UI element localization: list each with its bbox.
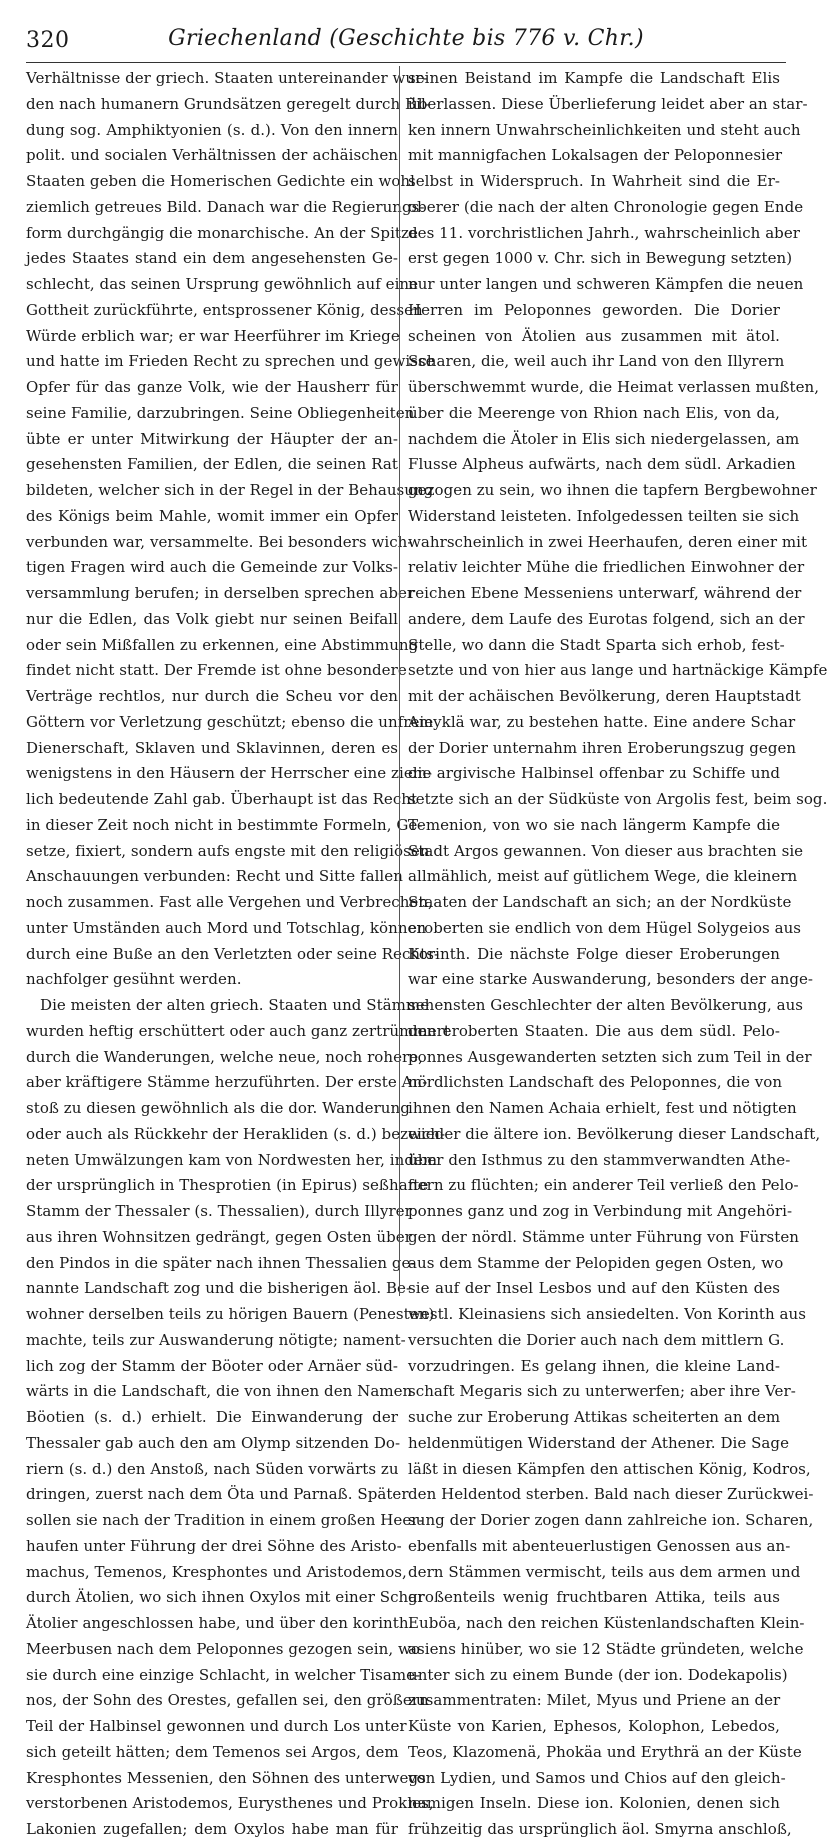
text-line: übte er unter Mitwirkung der Häupter der an- — [26, 429, 398, 448]
text-line: sung der Dorier zogen dann zahlreiche ion. Scharen, — [408, 1511, 814, 1529]
text-line: ihnen den Namen Achaia erhielt, fest und nötigten — [408, 1099, 797, 1117]
text-line: oder auch als Rückkehr der Herakliden (s. d.) bezeich- — [26, 1124, 446, 1143]
left-column — [26, 66, 450, 1843]
text-line: lich bedeutende Zahl gab. Überhaupt ist das Recht — [26, 790, 418, 808]
text-line: des 11. vorchristlichen Jahrh., wahrscheinlich aber — [408, 223, 800, 242]
text-line: wenigstens in den Häusern der Herrscher eine ziem- — [26, 764, 433, 783]
text-line: unter Umständen auch Mord und Totschlag, können — [26, 918, 427, 937]
text-line: über den Isthmus zu den stammverwandten Athe- — [408, 1150, 791, 1169]
text-line: gezogen zu sein, wo ihnen die tapfern Bergbewohner — [408, 481, 817, 499]
text-line: zusammentraten: Milet, Myus und Priene an der — [408, 1691, 781, 1710]
text-line: nern zu flüchten; ein anderer Teil verließ den Pelo- — [408, 1176, 799, 1195]
text-line: Opfer für das ganze Volk, wie der Hausherr für — [26, 378, 398, 396]
text-line: ebenfalls mit abenteuerlustigen Genossen aus an- — [408, 1536, 791, 1555]
text-line: der ursprünglich in Thesprotien (in Epirus) seßhafte — [26, 1176, 429, 1195]
text-line: sehensten Geschlechter der alten Bevölkerung, aus — [408, 996, 804, 1014]
text-line: machte, teils zur Auswanderung nötigte; nament- — [26, 1330, 406, 1349]
text-line: selbst in Widerspruch. In Wahrheit sind die Er- — [408, 172, 780, 190]
text-line: war eine starke Auswanderung, besonders der ange- — [408, 970, 814, 989]
text-line: Herren im Peloponnes geworden. Die Dorier — [408, 300, 780, 319]
text-line: nur unter langen und schweren Kämpfen die neuen — [408, 275, 804, 293]
text-line: wohner derselben teils zu hörigen Bauern (Penesten) — [26, 1305, 435, 1323]
text-line: seinen Beistand im Kampfe die Landschaft Elis — [408, 69, 780, 87]
text-line: Widerstand leisteten. Infolgedessen teilten sie sich — [408, 506, 800, 525]
text-line: haufen unter Führung der drei Söhne des Aristo- — [26, 1536, 402, 1555]
text-line: Flusse Alpheus aufwärts, nach dem südl. Arkadien — [408, 455, 796, 474]
text-line: machus, Temenos, Kresphontes und Aristodemos, — [26, 1562, 407, 1581]
text-line: Stamm der Thessaler (s. Thessalien), durch Illyrer — [26, 1202, 412, 1220]
text-line: nos, der Sohn des Orestes, gefallen sei, den größern — [26, 1691, 429, 1710]
text-line: Staaten geben die Homerischen Gedichte ein wohl — [26, 172, 415, 190]
text-line: Stadt Argos gewannen. Von dieser aus brachten sie — [408, 841, 804, 860]
text-line: tigen Fragen wird auch die Gemeinde zur Volks- — [26, 558, 398, 577]
text-line: vorzudringen. Es gelang ihnen, die kleine Land- — [408, 1356, 780, 1375]
text-line: Teil der Halbinsel gewonnen und durch Los unter — [26, 1717, 407, 1735]
text-line: ponnes ganz und zog in Verbindung mit Angehöri- — [408, 1202, 793, 1220]
text-line: dung sog. Amphiktyonien (s. d.). Von den innern — [26, 120, 398, 139]
text-line: den Pindos in die später nach ihnen Thessalien ge- — [26, 1253, 416, 1272]
text-line: die argivische Halbinsel offenbar zu Schiffe und — [408, 764, 780, 783]
text-line: Kresphontes Messenien, den Söhnen des unterwegs — [26, 1768, 426, 1787]
text-line: Thessaler gab auch den am Olymp sitzenden Do- — [26, 1433, 401, 1452]
text-line: überschwemmt wurde, die Heimat verlassen mußten, — [408, 378, 820, 396]
text-line: stoß zu diesen gewöhnlich als die dor. Wanderung — [26, 1099, 410, 1117]
text-line: versuchten die Dorier auch nach dem mittlern G. — [408, 1330, 785, 1349]
text-line: scheinen von Ätolien aus zusammen mit ätol. — [408, 326, 780, 345]
text-line: ponnes Ausgewanderten setzten sich zum Teil in der — [408, 1047, 812, 1066]
text-line: Dienerschaft, Sklaven und Sklavinnen, deren es — [26, 738, 398, 757]
text-line: setzte sich an der Südküste von Argolis fest, beim sog. — [408, 790, 827, 808]
text-line: durch eine Buße an den Verletzten oder seine Rechts- — [26, 944, 440, 963]
text-line: wieder die ältere ion. Bevölkerung dieser Landschaft, — [408, 1124, 821, 1143]
page-number: 320 — [26, 28, 70, 53]
text-line: wärts in die Landschaft, die von ihnen den Namen — [26, 1382, 413, 1401]
text-line: neten Umwälzungen kam von Nordwesten her, indem — [26, 1150, 438, 1169]
text-line: verstorbenen Aristodemos, Eurysthenes und Prokles, — [26, 1794, 434, 1813]
text-line: des Königs beim Mahle, womit immer ein Opfer — [26, 506, 398, 525]
text-line: Anschauungen verbunden: Recht und Sitte fallen — [26, 867, 403, 886]
text-line: sie durch eine einzige Schlacht, in welcher Tisame- — [26, 1665, 421, 1684]
text-line: von Lydien, und Samos und Chios auf den gleich- — [408, 1768, 786, 1787]
text-line: Gottheit zurückführte, entsprossener König, dessen — [26, 300, 423, 319]
text-line: ken innern Unwahrscheinlichkeiten und steht auch — [408, 120, 801, 139]
text-line: Ätolier angeschlossen habe, und über den korinth. — [26, 1614, 414, 1632]
text-line: bildeten, welcher sich in der Regel in der Behausung — [26, 481, 434, 499]
text-line: und hatte im Frieden Recht zu sprechen und gewisse — [26, 352, 435, 371]
text-line: oberer (die nach der alten Chronologie gegen Ende — [408, 197, 804, 216]
text-line: westl. Kleinasiens sich ansiedelten. Von Korinth aus — [408, 1305, 806, 1323]
text-line: Die meisten der alten griech. Staaten und Stämme — [40, 996, 430, 1014]
text-line: versammlung berufen; in derselben sprechen aber — [26, 584, 415, 602]
text-line: verbunden war, versammelte. Bei besonders wich- — [26, 532, 413, 551]
text-line: form durchgängig die monarchische. An der Spitze — [26, 223, 418, 242]
text-line: Amyklä war, zu bestehen hatte. Eine andere Schar — [408, 712, 796, 731]
text-line: reichen Ebene Messeniens unterwarf, während der — [408, 584, 802, 602]
text-line: durch die Wanderungen, welche neue, noch rohere, — [26, 1047, 423, 1066]
text-line: großenteils wenig fruchtbaren Attika, teils aus — [408, 1588, 780, 1607]
text-line: sie auf der Insel Lesbos und auf den Küsten des — [408, 1279, 780, 1298]
text-line: mit mannigfachen Lokalsagen der Peloponnesier — [408, 146, 783, 165]
right-column — [408, 66, 827, 1843]
text-line: eroberten sie endlich von dem Hügel Solygeios aus — [408, 918, 802, 937]
text-line: Teos, Klazomenä, Phokäa und Erythrä an der Küste — [408, 1742, 802, 1761]
text-line: erst gegen 1000 v. Chr. sich in Bewegung setzten) — [408, 249, 793, 268]
text-line: aus dem Stamme der Pelopiden gegen Osten, wo — [408, 1253, 784, 1272]
text-line: nachfolger gesühnt werden. — [26, 970, 242, 989]
text-line: Böotien (s. d.) erhielt. Die Einwanderung der — [26, 1408, 398, 1426]
text-line: relativ leichter Mühe die friedlichen Einwohner der — [408, 558, 805, 577]
text-line: ziemlich getreues Bild. Danach war die Regierungs- — [26, 197, 425, 216]
text-line: namigen Inseln. Diese ion. Kolonien, denen sich — [408, 1794, 780, 1813]
running-head: Griechenland (Geschichte bis 776 v. Chr.) — [168, 26, 644, 51]
text-line: setze, fixiert, sondern aufs engste mit den religiösen — [26, 841, 430, 860]
text-line: noch zusammen. Fast alle Vergehen und Verbrechen, — [26, 893, 433, 911]
text-line: mit der achäischen Bevölkerung, deren Hauptstadt — [408, 687, 801, 705]
text-line: Küste von Karien, Ephesos, Kolophon, Lebedos, — [408, 1717, 780, 1735]
text-line: Lakonien zugefallen; dem Oxylos habe man für — [26, 1820, 398, 1838]
text-line: dringen, zuerst nach dem Öta und Parnaß. Später — [26, 1485, 409, 1504]
text-line: Verhältnisse der griech. Staaten untereinander wur- — [26, 69, 428, 87]
text-line: oder sein Mißfallen zu erkennen, eine Abstimmung — [26, 635, 419, 654]
text-line: allmählich, meist auf gütlichem Wege, die kleinern — [408, 867, 798, 886]
text-line: gen der nördl. Stämme unter Führung von Fürsten — [408, 1227, 800, 1246]
text-line: Euböa, nach den reichen Küstenlandschaften Klein- — [408, 1614, 805, 1632]
text-line: der Dorier unternahm ihren Eroberungszug gegen — [408, 738, 797, 757]
text-line: Stelle, wo dann die Stadt Sparta sich erhob, fest- — [408, 635, 785, 654]
text-line: findet nicht statt. Der Fremde ist ohne besondere — [26, 661, 407, 680]
text-line: setzte und von hier aus lange und hartnäckige Kämpfe — [408, 661, 827, 680]
text-line: sich geteilt hätten; dem Temenos sei Argos, dem — [26, 1742, 399, 1761]
text-line: Temenion, von wo sie nach längerm Kampfe die — [408, 815, 780, 834]
text-line: Verträge rechtlos, nur durch die Scheu vor den — [26, 687, 398, 705]
text-line: durch Ätolien, wo sich ihnen Oxylos mit einer Schar — [26, 1588, 425, 1607]
text-line: unter sich zu einem Bunde (der ion. Dodekapolis) — [408, 1665, 788, 1684]
page-header — [26, 22, 786, 66]
text-line: wurden heftig erschüttert oder auch ganz zertrümmert — [26, 1021, 450, 1040]
text-line: schlecht, das seinen Ursprung gewöhnlich auf eine — [26, 275, 419, 293]
text-line: Meerbusen nach dem Peloponnes gezogen sein, wo — [26, 1639, 420, 1658]
text-line: wahrscheinlich in zwei Heerhaufen, deren einer mit — [408, 532, 808, 551]
text-line: seine Familie, darzubringen. Seine Obliegenheiten — [26, 403, 415, 422]
text-line: nur die Edlen, das Volk giebt nur seinen Beifall — [26, 609, 398, 628]
header-rule — [26, 62, 786, 63]
text-line: Göttern vor Verletzung geschützt; ebenso die unfreie — [26, 712, 434, 731]
text-line: Würde erblich war; er war Heerführer im Kriege — [26, 326, 400, 345]
text-line: läßt in diesen Kämpfen den attischen König, Kodros, — [408, 1459, 811, 1478]
text-line: aber kräftigere Stämme herzuführten. Der erste An- — [26, 1073, 428, 1092]
text-line: sollen sie nach der Tradition in einem großen Heer- — [26, 1511, 424, 1529]
text-line: dern Stämmen vermischt, teils aus dem armen und — [408, 1562, 801, 1581]
text-line: überlassen. Diese Überlieferung leidet aber an star- — [408, 94, 808, 113]
text-line: in dieser Zeit noch nicht in bestimmte Formeln, Ge- — [26, 815, 423, 834]
text-line: den Heldentod sterben. Bald nach dieser Zurückwei- — [408, 1485, 814, 1504]
text-line: suche zur Eroberung Attikas scheiterten an dem — [408, 1408, 781, 1426]
text-line: jedes Staates stand ein dem angesehensten Ge- — [26, 249, 398, 268]
text-line: andere, dem Laufe des Eurotas folgend, sich an der — [408, 609, 805, 628]
text-line: polit. und socialen Verhältnissen der achäischen — [26, 146, 398, 165]
text-line: nannte Landschaft zog und die bisherigen äol. Be- — [26, 1279, 412, 1298]
text-line: den nach humanern Grundsätzen geregelt durch Bil- — [26, 94, 431, 113]
text-line: den eroberten Staaten. Die aus dem südl. Pelo- — [408, 1021, 780, 1040]
text-line: Staaten der Landschaft an sich; an der Nordküste — [408, 893, 792, 911]
text-line: heldenmütigen Widerstand der Athener. Die Sage — [408, 1433, 790, 1452]
text-line: Korinth. Die nächste Folge dieser Eroberungen — [408, 944, 780, 963]
text-line: riern (s. d.) den Anstoß, nach Süden vorwärts zu — [26, 1459, 399, 1478]
text-line: frühzeitig das ursprünglich äol. Smyrna anschloß, — [408, 1820, 792, 1838]
text-line: gesehensten Familien, der Edlen, die seinen Rat — [26, 455, 398, 474]
text-line: über die Meerenge von Rhion nach Elis, von da, — [408, 403, 780, 422]
text-line: nördlichsten Landschaft des Peloponnes, die von — [408, 1073, 783, 1092]
column-divider — [399, 66, 400, 1296]
text-line: lich zog der Stamm der Böoter oder Arnäer süd- — [26, 1356, 398, 1375]
text-line: asiens hinüber, wo sie 12 Städte gründeten, welche — [408, 1639, 804, 1658]
text-line: schaft Megaris sich zu unterwerfen; aber ihre Ver- — [408, 1382, 796, 1401]
text-line: aus ihren Wohnsitzen gedrängt, gegen Osten über — [26, 1227, 412, 1246]
text-line: nachdem die Ätoler in Elis sich niedergelassen, am — [408, 429, 800, 448]
text-line: Scharen, die, weil auch ihr Land von den Illyrern — [408, 352, 785, 371]
